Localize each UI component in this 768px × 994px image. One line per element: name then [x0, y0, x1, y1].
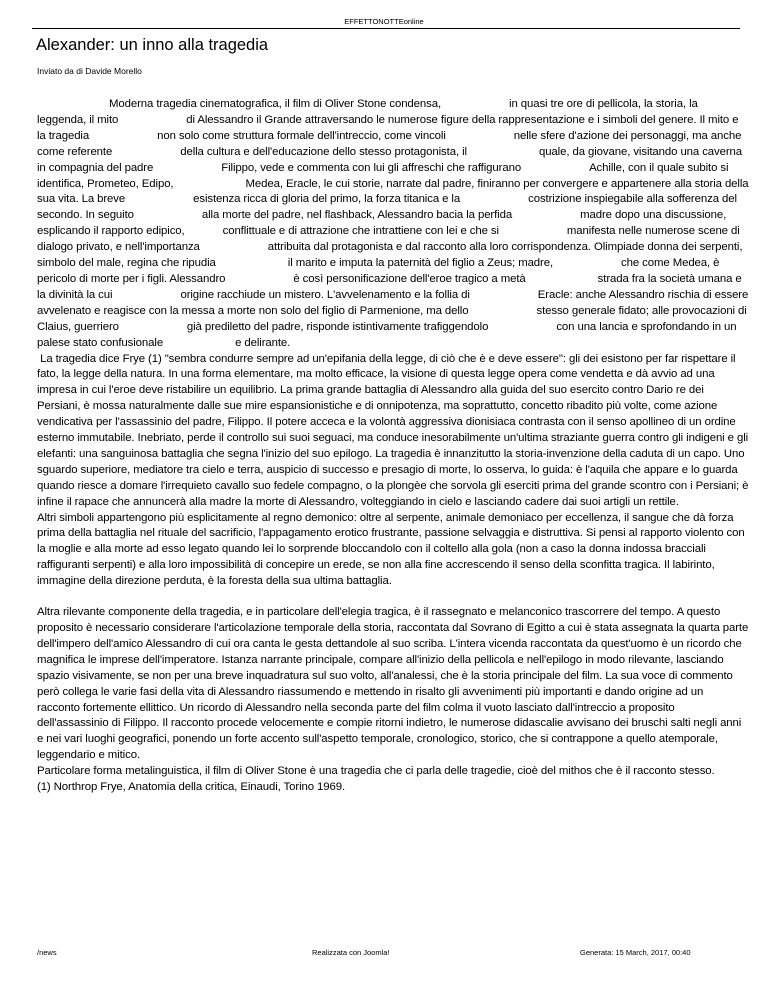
paragraph-frye: La tragedia dice Frye (1) "sembra condurre sempre ad un'epifania della legge, di ciò che è e deve essere": gli dei esistono per far rispettare il fato, la legge della natura. In una forma elementare, ma molto efficace, la visione di questa legge opera come vendetta e dà avvio ad una impresa in cui l'eroe deve ristabilire un equilibrio. La prima grande battaglia di Alessandro alla guida del suo esercito contro Dario re dei Persiani, è mossa naturalmente dalle sue mire espansionistiche e di onnipotenza, ma soprattutto, concetto ribadito più volte, come azione vendicativa per l'assassinio del padre, Filippo. Il potere acceca e la volontà aggressiva dionisiaca contrasta con il senso apollineo di un ordine esterno immutabile. Inebriato, perde il controllo sui suoi seguaci, ma conduce inesorabilmente un'ultima straziante guerra contro gli indigeni e gli elefanti: una sanguinosa battaglia che segna l'inizio del suo epilogo. La tragedia è innanzitutto la storia-invenzione della caduta di un capo. Uno sguardo superiore, mediatore tra cielo e terra, auspicio di successo e presagio di morte, lo osserva, lo guida: è l'aquila che appare e lo guarda quando riesce a domare l'irrequieto cavallo suo fedele compagno, o la plongèe che sorvola gli eserciti prima del grande scontro con i Persiani; è infine il rapace che annuncerà alla madre la morte di Alessandro, volteggiando in cielo e lasciando cadere dai suoi artigli un rettile. — [37, 352, 749, 508]
site-name: EFFETTONOTTEonline — [344, 17, 424, 26]
paragraph-intro: Moderna tragedia cinematografica, il film di Oliver Stone condensa, in quasi tre ore di pellicola, la storia, la leggenda, il mito di Alessandro il Grande attraversando le numerose figure della rappresentazione e i simboli del genere. Il mito e la tragedia non solo come struttura formale dell'intreccio, come vincoli nelle sfere d'azione dei personaggi, ma anche come referente della cultura e dell'educazione dello stesso protagonista, il quale, da giovane, visitando una caverna in compagnia del padre Filippo, vede e commenta con lui gli affreschi che raffigurano Achille, con il quale subito si identifica, Prometeo, Edipo, Medea, Eracle, le cui storie, narrate dal padre, finiranno per convergere e appartenere alla storia della sua vita. La breve esistenza ricca di gloria del primo, la forza titanica e la costrizione inspiegabile alla sofferenza del secondo. In seguito alla morte del padre, nel flashback, Alessandro bacia la perfida madre dopo una discussione, esplicando il rapporto edipico, conflittuale e di attrazione che intrattiene con lei e che si manifesta nelle numerose scene di dialogo privato, e nell'importanza attribuita dal protagonista e dal racconto alla loro corrispondenza. Olimpiade donna dei serpenti, simbolo del male, regina che ripudia il marito e imputa la paternità del figlio a Zeus; madre, che come Medea, è pericolo di morte per i figli. Alessandro è così personificazione dell'eroe tragico a metà strada fra la società umana e la divinità la cui origine racchiude un mistero. L'avvelenamento e la follia di Eracle: anche Alessandro rischia di essere avvelenato e reagisce con la messa a morte non solo del figlio di Parmenione, ma dello stesso generale fidato; alle provocazioni di Claius, guerriero già prediletto del padre, risponde istintivamente trafiggendolo con una lancia e sprofondando in un palese stato confusionale e delirante. — [37, 98, 749, 349]
footer-path: /news — [37, 948, 57, 957]
article-byline: Inviato da di Davide Morello — [37, 66, 142, 76]
header-divider — [32, 28, 740, 29]
paragraph-time: Altra rilevante componente della tragedia, e in particolare dell'elegia tragica, è il rassegnato e melanconico trascorrere del tempo. A questo proposito è necessario considerare l'articolazione temporale della storia, raccontata dal Sovrano di Egitto a cui è stata assegnata la quarta parte dell'impero dell'amico Alessandro di cui ora canta le gesta dettandole al suo scriba. L'intera vicenda raccontata da quest'uomo è un ricordo che magnifica le imprese dell'imperatore. Istanza narrante principale, compare all'inizio della pellicola e nell'epilogo in modo rilevante, lasciando spazio visivamente, se non per una breve inquadratura sul suo volto, all'analessi, che è la storia principale del film. La sua voce di commento però collega le varie fasi della vita di Alessandro riassumendo e mettendo in risalto gli avvenimenti più importanti e dando origine ad un racconto fortemente ellittico. Un ricordo di Alessandro nella seconda parte del film colma il vuoto lasciato dall'intreccio a proposito dell'assassinio di Filippo. Il racconto procede velocemente e compie ritorni indietro, le numerose didascalie avvisano dei bruschi salti negli anni e nei vari luoghi geografici, ponendo un forte accento sull'aspetto temporale, cronologico, storico, che si contrappone a quello atemporale, leggendario e mitico. — [37, 606, 749, 762]
footnote: (1) Northrop Frye, Anatomia della critica, Einaudi, Torino 1969. — [37, 781, 346, 794]
article-title: Alexander: un inno alla tragedia — [36, 36, 269, 54]
paragraph-symbols: Altri simboli appartengono più esplicitamente al regno demonico: oltre al serpente, animale demoniaco per eccellenza, il sangue che dà forza prima della battaglia nel rituale del sacrificio, l'appagamento erotico frustrante, passione selvaggia e distruttiva. Si pensi al rapporto violento con la moglie e alla morte ad esso legato quando lei lo sorprende bloccandolo con il coltello alla gola (non a caso la donna indossa bracciali raffiguranti serpenti) e alla loro impossibilità di concepire un erede, se non alla fine accrescendo il senso della sconfitta tragica. Il labirinto, immagine della direzione perduta, è la foresta della sua ultima battaglia. — [37, 511, 745, 588]
article-body — [37, 97, 749, 796]
footer-generated-date: Generata: 15 March, 2017, 00:40 — [580, 948, 691, 957]
paragraph-metalinguistic: Particolare forma metalinguistica, il film di Oliver Stone è una tragedia che ci parla delle tragedie, cioè del mithos che è il racconto stesso. — [37, 765, 715, 778]
paragraph-gap — [37, 590, 749, 605]
footer-powered-by: Realizzata con Joomla! — [312, 948, 390, 957]
